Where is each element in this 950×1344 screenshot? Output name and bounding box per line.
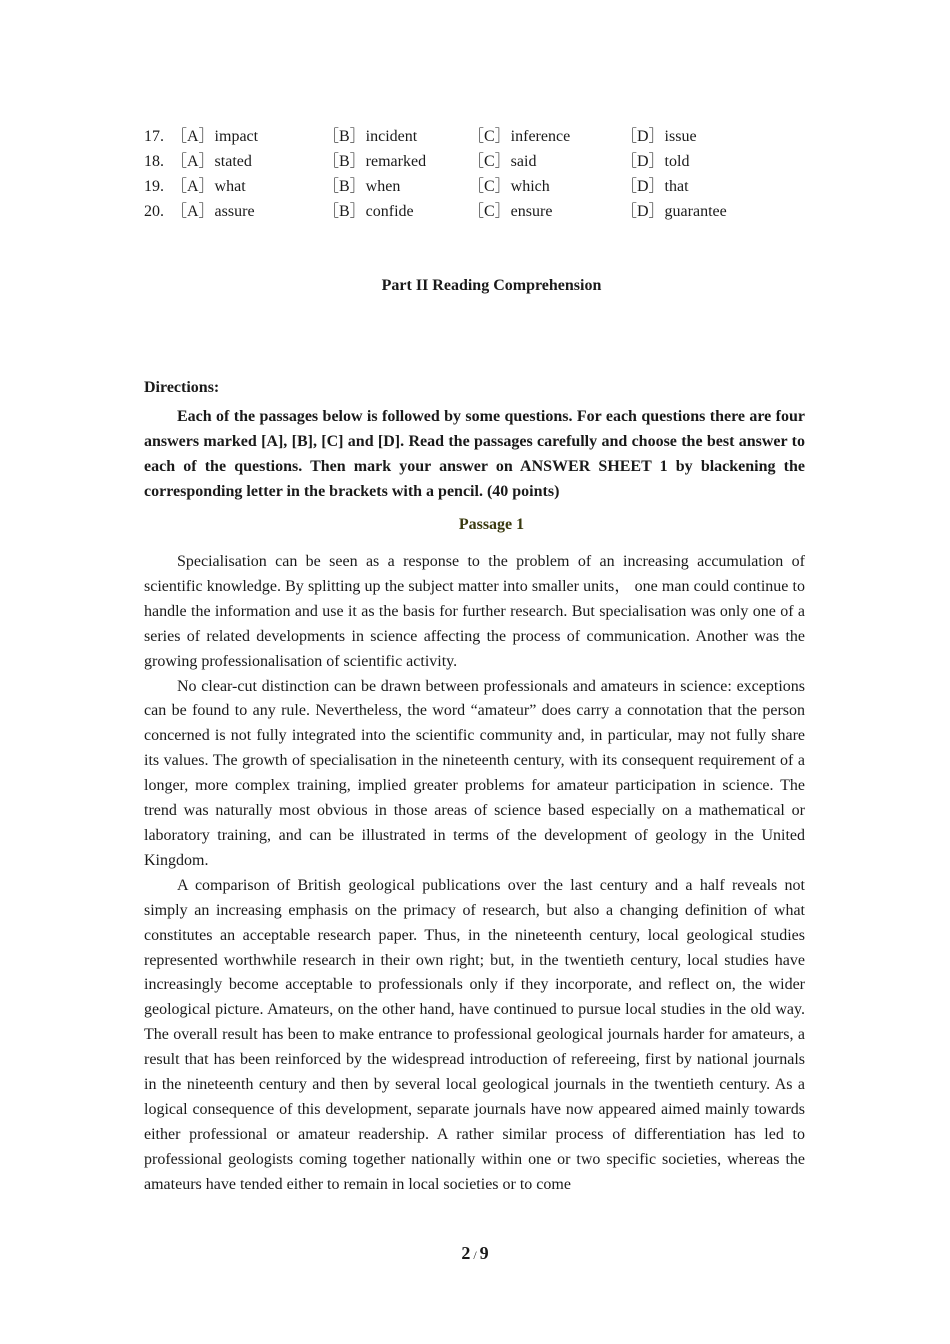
document-page <box>144 124 805 1193</box>
directions-text: Each of the passages below is followed by some questions. For each questions there are four answers marked [A], [B], [C] and [D]. Read the passages carefully and choose the best answer to each of the questions. Then mark your answer on ANSWER SHEET 1 by blackening the corresponding letter in the brackets with a pencil. (40 points) <box>144 408 805 500</box>
passage-title: Passage 1 <box>458 516 525 533</box>
passage-paragraph: A comparison of British geological publications over the last century and a half reveals not simply an increasing emphasis on the primacy of research, but also a changing definition of what constitutes an acceptable research paper. Thus, in the nineteenth century, local geological studies represented worthwhile research in their own right; but, in the twentieth century, local studies have increasingly become acceptable to professionals only if they incorporate, and reflect on, the wider geological picture. Amateurs, on the other hand, have continued to pursue local studies in the old way. The overall result has been to make entrance to professional geological journals harder for amateurs, a result that has been reinforced by the widespread introduction of refereeing, first by national journals in the nineteenth century and then by several local geological journals in the twentieth century. As a logical consequence of this development, separate journals have now appeared aimed mainly towards either professional or amateur readership. A rather similar process of differentiation has led to professional geologists coming together nationally within one or two specific societies, whereas the amateurs have tended either to remain in local societies or to come <box>144 876 805 1193</box>
page-current: 2 <box>461 1243 471 1263</box>
option-b: ［B］incident <box>323 128 418 145</box>
option-b: ［B］remarked <box>323 153 427 170</box>
option-c: ［C］said <box>468 153 537 170</box>
option-a: ［A］stated <box>171 153 252 170</box>
passage-paragraph: Specialisation can be seen as a response to the problem of an increasing accumulation of scientific knowledge. By splitting up the subject matter into smaller units， one man could continue to handle the information and use it as the basis for further research. But specialisation was only one of a series of related developments in science affecting the process of communication. Another was the growing professionalisation of scientific activity. <box>144 553 805 670</box>
option-a: ［A］assure <box>171 203 255 220</box>
passage-body <box>144 550 805 1198</box>
page-number <box>0 1243 950 1264</box>
page-separator: / <box>473 1248 477 1262</box>
option-c: ［C］which <box>468 178 550 195</box>
answer-options <box>144 124 805 224</box>
question-18-options <box>144 149 805 174</box>
option-c: ［C］ensure <box>468 203 553 220</box>
option-b: ［B］confide <box>323 203 414 220</box>
option-a: ［A］what <box>171 178 246 195</box>
question-number: 17. <box>144 128 164 145</box>
question-17-options <box>144 124 805 149</box>
option-c: ［C］inference <box>468 128 571 145</box>
option-b: ［B］when <box>323 178 401 195</box>
page-total: 9 <box>479 1243 489 1263</box>
option-d: ［D］told <box>621 153 690 170</box>
directions-label: Directions: <box>144 379 220 396</box>
option-a: ［A］impact <box>171 128 259 145</box>
question-number: 18. <box>144 153 164 170</box>
option-d: ［D］that <box>621 178 689 195</box>
section-title: Part II Reading Comprehension <box>381 277 602 294</box>
question-number: 19. <box>144 178 164 195</box>
passage-paragraph: No clear-cut distinction can be drawn between professionals and amateurs in science: exceptions can be found to any rule. Nevertheless, the word “amateur” does carry a connotation that the person concerned is not fully integrated into the scientific community and, in particular, may not fully share its values. The growth of specialisation in the nineteenth century, with its consequent requirement of a longer, more complex training, implied greater problems for amateur participation in science. The trend was naturally most obvious in those areas of science based especially on a mathematical or laboratory training, and can be illustrated in terms of the development of geology in the United Kingdom. <box>144 677 805 869</box>
option-d: ［D］guarantee <box>621 203 727 220</box>
question-number: 20. <box>144 203 164 220</box>
question-20-options <box>144 199 805 224</box>
option-d: ［D］issue <box>621 128 697 145</box>
question-19-options <box>144 174 805 199</box>
